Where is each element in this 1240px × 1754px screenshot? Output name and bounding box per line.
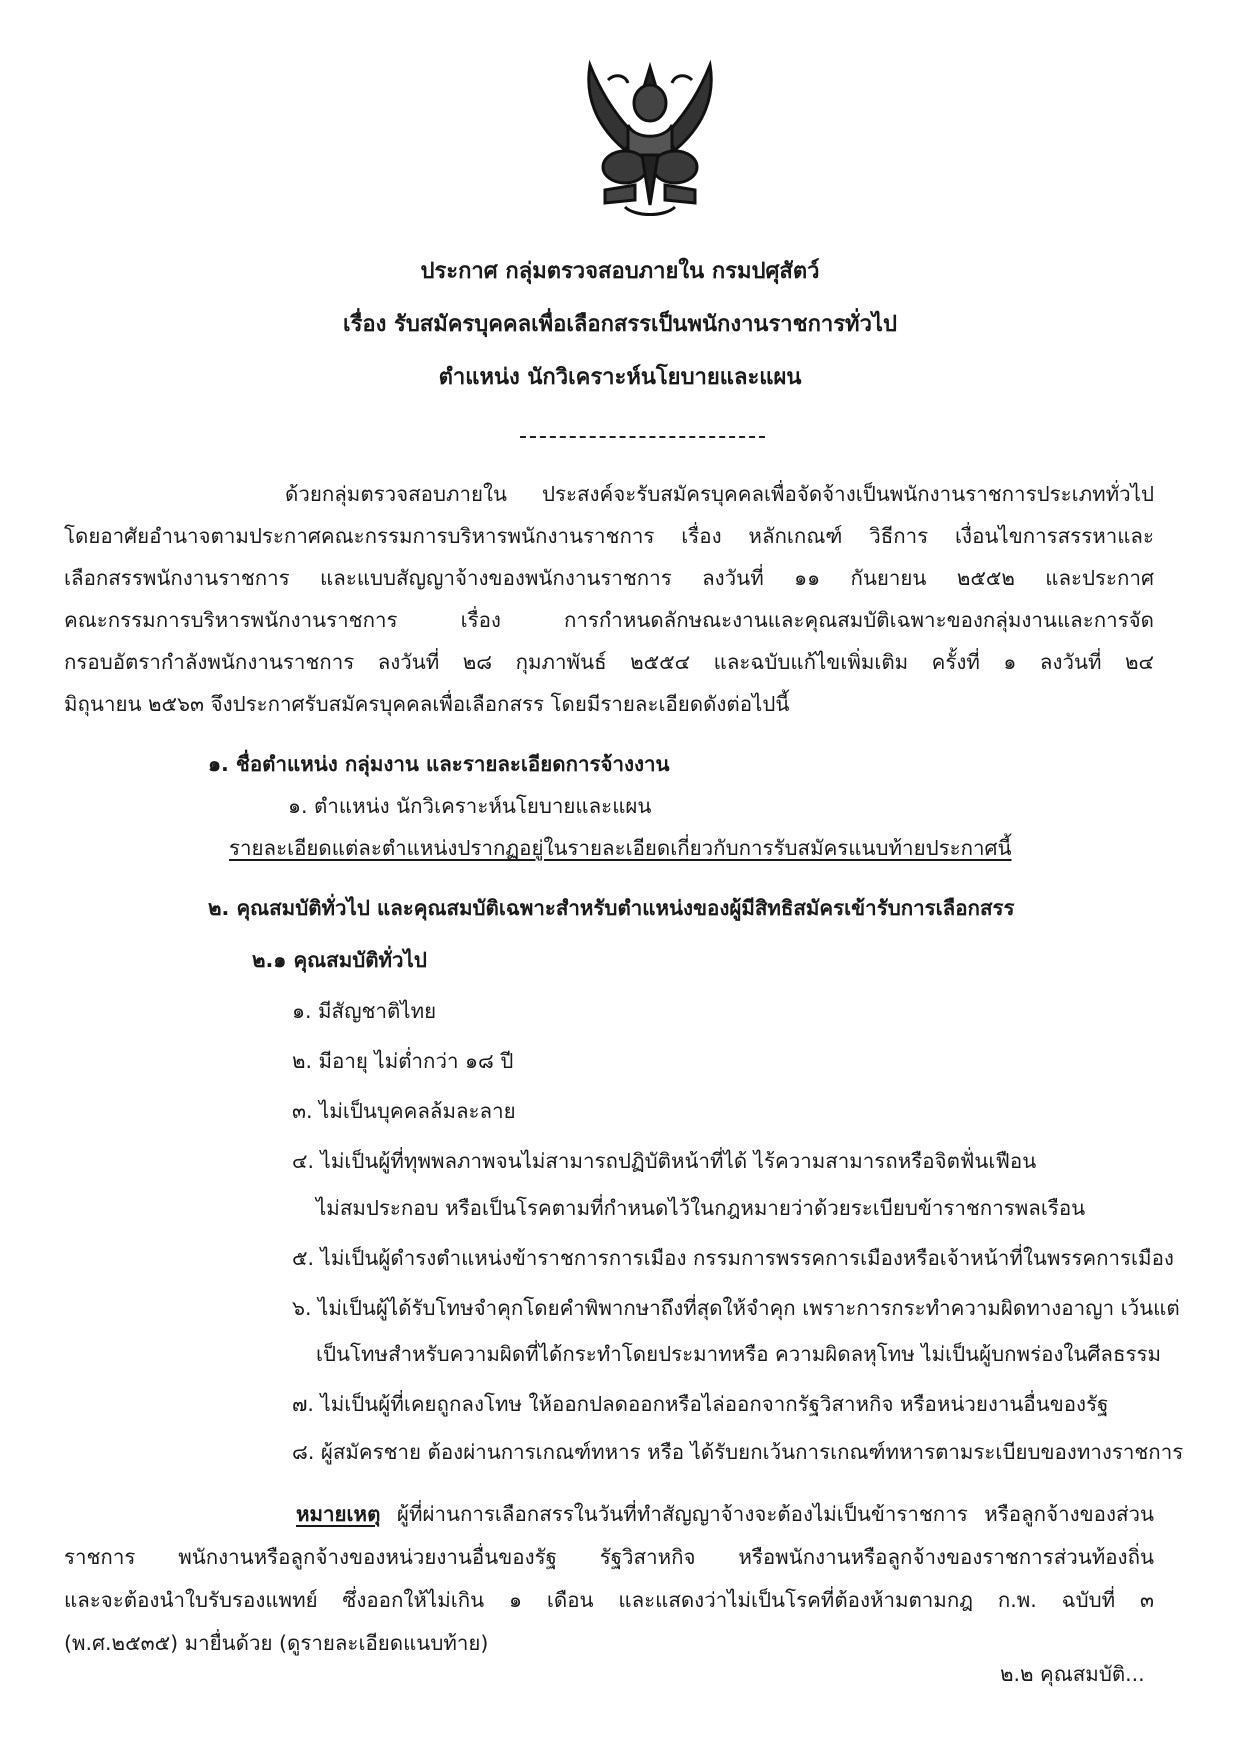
qualification-item: ๖. ไม่เป็นผู้ได้รับโทษจำคุกโดยคำพิพากษาถึงที่สุดให้จำคุก เพราะการกระทำความผิดทางอาญา เว้นแต่ — [292, 1296, 1180, 1320]
section-1-heading: ๑. ชื่อตำแหน่ง กลุ่มงาน และรายละเอียดการจ้างงาน — [208, 752, 670, 776]
section-2-heading: ๒. คุณสมบัติทั่วไป และคุณสมบัติเฉพาะสำหรับตำแหน่งของผู้มีสิทธิสมัครเข้ารับการเลือกสรร — [208, 896, 1015, 920]
intro-line-5: กรอบอัตรากำลังพนักงานราชการ ลงวันที่ ๒๘ กุมภาพันธ์ ๒๕๕๔ และฉบับแก้ไขเพิ่มเติม ครั้งที่ ๑ ลงวันที่ ๒๔ — [64, 650, 1154, 674]
remark-line-1 — [296, 1498, 1154, 1531]
intro-line-4: คณะกรรมการบริหารพนักงานราชการ เรื่อง การกำหนดลักษณะงานและคุณสมบัติเฉพาะของกลุ่มงานและการจัด — [64, 608, 1154, 632]
position-title: ตำแหน่ง นักวิเคราะห์นโยบายและแผน — [438, 365, 802, 390]
intro-line-2: โดยอาศัยอำนาจตามประกาศคณะกรรมการบริหารพนักงานราชการ เรื่อง หลักเกณฑ์ วิธีการ เงื่อนไขการสรรหาและ — [64, 524, 1154, 548]
qualification-item: ๓. ไม่เป็นบุคคลล้มละลาย — [292, 1099, 516, 1123]
section-2-1-heading: ๒.๑ คุณสมบัติทั่วไป — [252, 948, 427, 972]
section-1-position: ๑. ตำแหน่ง นักวิเคราะห์นโยบายและแผน — [288, 794, 652, 818]
qualification-item: ๑. มีสัญชาติไทย — [292, 999, 437, 1023]
qualification-item: ๗. ไม่เป็นผู้ที่เคยถูกลงโทษ ให้ออกปลดออกหรือไล่ออกจากรัฐวิสาหกิจ หรือหน่วยงานอื่นของรัฐ — [292, 1392, 1109, 1416]
remark-line-4: (พ.ศ.๒๕๓๕) มายื่นด้วย (ดูรายละเอียดแนบท้าย) — [64, 1631, 489, 1655]
garuda-emblem-icon — [580, 55, 720, 220]
qualification-item-continued: ไม่สมประกอบ หรือเป็นโรคตามที่กำหนดไว้ในกฎหมายว่าด้วยระเบียบข้าราชการพลเรือน — [316, 1196, 1086, 1220]
title-divider — [520, 436, 765, 438]
qualification-item: ๔. ไม่เป็นผู้ที่ทุพพลภาพจนไม่สามารถปฏิบัติหน้าที่ได้ ไร้ความสามารถหรือจิตฟั่นเฟือน — [292, 1149, 1037, 1173]
intro-line-1: ด้วยกลุ่มตรวจสอบภายใน ประสงค์จะรับสมัครบุคคลเพื่อจัดจ้างเป็นพนักงานราชการประเภททั่วไป — [285, 482, 1154, 506]
remark-line-2: ราชการ พนักงานหรือลูกจ้างของหน่วยงานอื่นของรัฐ รัฐวิสาหกิจ หรือพนักงานหรือลูกจ้างของราชการส่วนท้องถิ่น — [64, 1545, 1154, 1569]
remark-label: หมายเหตุ — [296, 1502, 381, 1526]
announcement-title: ประกาศ กลุ่มตรวจสอบภายใน กรมปศุสัตว์ — [420, 259, 820, 284]
intro-line-6: มิถุนายน ๒๕๖๓ จึงประกาศรับสมัครบุคคลเพื่อเลือกสรร โดยมีรายละเอียดดังต่อไปนี้ — [64, 692, 790, 716]
intro-line-3: เลือกสรรพนักงานราชการ และแบบสัญญาจ้างของพนักงานราชการ ลงวันที่ ๑๑ กันยายน ๒๕๕๒ และประกาศ — [64, 566, 1154, 590]
remark-line-3: และจะต้องนำใบรับรองแพทย์ ซึ่งออกให้ไม่เกิน ๑ เดือน และแสดงว่าไม่เป็นโรคที่ต้องห้ามตามกฎ ก.พ. ฉบับที่ ๓ — [64, 1588, 1154, 1612]
remark-text: ผู้ที่ผ่านการเลือกสรรในวันที่ทำสัญญาจ้างจะต้องไม่เป็นข้าราชการ หรือลูกจ้างของส่วน — [380, 1502, 1154, 1526]
page-continuation: ๒.๒ คุณสมบัติ... — [1000, 1662, 1145, 1686]
announcement-subject: เรื่อง รับสมัครบุคคลเพื่อเลือกสรรเป็นพนักงานราชการทั่วไป — [343, 312, 897, 337]
qualification-item: ๘. ผู้สมัครชาย ต้องผ่านการเกณฑ์ทหาร หรือ ได้รับยกเว้นการเกณฑ์ทหารตามระเบียบของทางราชการ — [292, 1440, 1184, 1464]
qualification-item: ๒. มีอายุ ไม่ต่ำกว่า ๑๘ ปี — [292, 1049, 514, 1073]
qualification-item-continued: เป็นโทษสำหรับความผิดที่ได้กระทำโดยประมาทหรือ ความผิดลหุโทษ ไม่เป็นผู้บกพร่องในศีลธรรม — [316, 1342, 1162, 1366]
qualification-item: ๕. ไม่เป็นผู้ดำรงตำแหน่งข้าราชการการเมือง กรรมการพรรคการเมืองหรือเจ้าหน้าที่ในพรรคการเมือง — [292, 1246, 1174, 1270]
section-1-note: รายละเอียดแต่ละตำแหน่งปรากฏอยู่ในรายละเอียดเกี่ยวกับการรับสมัครแนบท้ายประกาศนี้ — [229, 836, 1012, 860]
